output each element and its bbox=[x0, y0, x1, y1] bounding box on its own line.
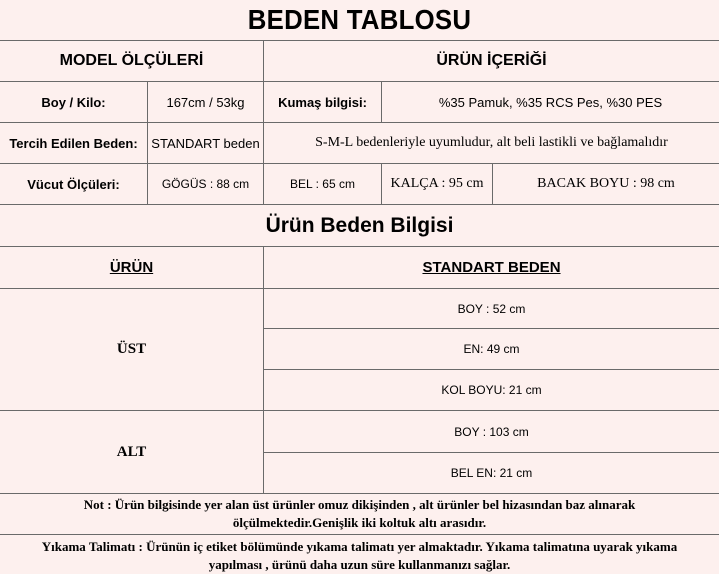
washing-line: yapılması , ürünü daha uzun süre kullanmanızı sağlar. bbox=[208, 557, 511, 572]
divider bbox=[0, 534, 719, 535]
top-width: EN: 49 cm bbox=[463, 342, 520, 356]
chest-measurement: GÖGÜS : 88 cm bbox=[161, 177, 250, 191]
bottom-length: BOY : 103 cm bbox=[454, 424, 529, 439]
fabric-label: Kumaş bilgisi: bbox=[278, 94, 367, 110]
hip-measurement: KALÇA : 95 cm bbox=[390, 176, 484, 191]
preferred-size-label: Tercih Edilen Beden: bbox=[9, 135, 138, 151]
size-info-title: Ürün Beden Bilgisi bbox=[265, 213, 454, 237]
model-measurements-header: MODEL ÖLÇÜLERİ bbox=[59, 52, 204, 69]
product-column-header: ÜRÜN bbox=[109, 259, 154, 276]
note-line: Not : Ürün bilgisinde yer alan üst ürünler omuz dikişinden , alt ürünler bel hizasından baz alınarak bbox=[83, 497, 636, 512]
top-sleeve-length: KOL BOYU: 21 cm bbox=[441, 383, 542, 397]
product-content-header: ÜRÜN İÇERİĞİ bbox=[436, 52, 547, 69]
top-garment-label: ÜST bbox=[116, 341, 147, 357]
bottom-waist-width: BEL EN: 21 cm bbox=[450, 466, 533, 480]
waist-measurement: BEL : 65 cm bbox=[290, 177, 355, 191]
height-weight-value: 167cm / 53kg bbox=[166, 94, 245, 110]
washing-instructions bbox=[0, 538, 719, 574]
page-title: BEDEN TABLOSU bbox=[247, 4, 472, 35]
standard-size-column-header: STANDART BEDEN bbox=[422, 259, 561, 276]
body-measurements-label: Vücut Ölçüleri: bbox=[27, 176, 120, 192]
fabric-value: %35 Pamuk, %35 RCS Pes, %30 PES bbox=[438, 94, 663, 110]
top-length: BOY : 52 cm bbox=[457, 301, 526, 316]
size-compatibility-text: S-M-L bedenleriyle uyumludur, alt beli lastikli ve bağlamalıdır bbox=[315, 135, 668, 150]
measurement-note bbox=[0, 496, 719, 532]
height-weight-label: Boy / Kilo: bbox=[41, 94, 106, 110]
leg-length-measurement: BACAK BOYU : 98 cm bbox=[537, 176, 675, 191]
preferred-size-value: STANDART beden bbox=[151, 135, 260, 151]
divider bbox=[0, 493, 719, 494]
note-line: ölçülmektedir.Genişlik iki koltuk altı arasıdır. bbox=[232, 515, 487, 530]
bottom-garment-label: ALT bbox=[116, 443, 147, 460]
washing-line: Yıkama Talimatı : Ürünün iç etiket bölümünde yıkama talimatı yer almaktadır. Yıkama talimatına uyarak yıkama bbox=[41, 539, 678, 554]
